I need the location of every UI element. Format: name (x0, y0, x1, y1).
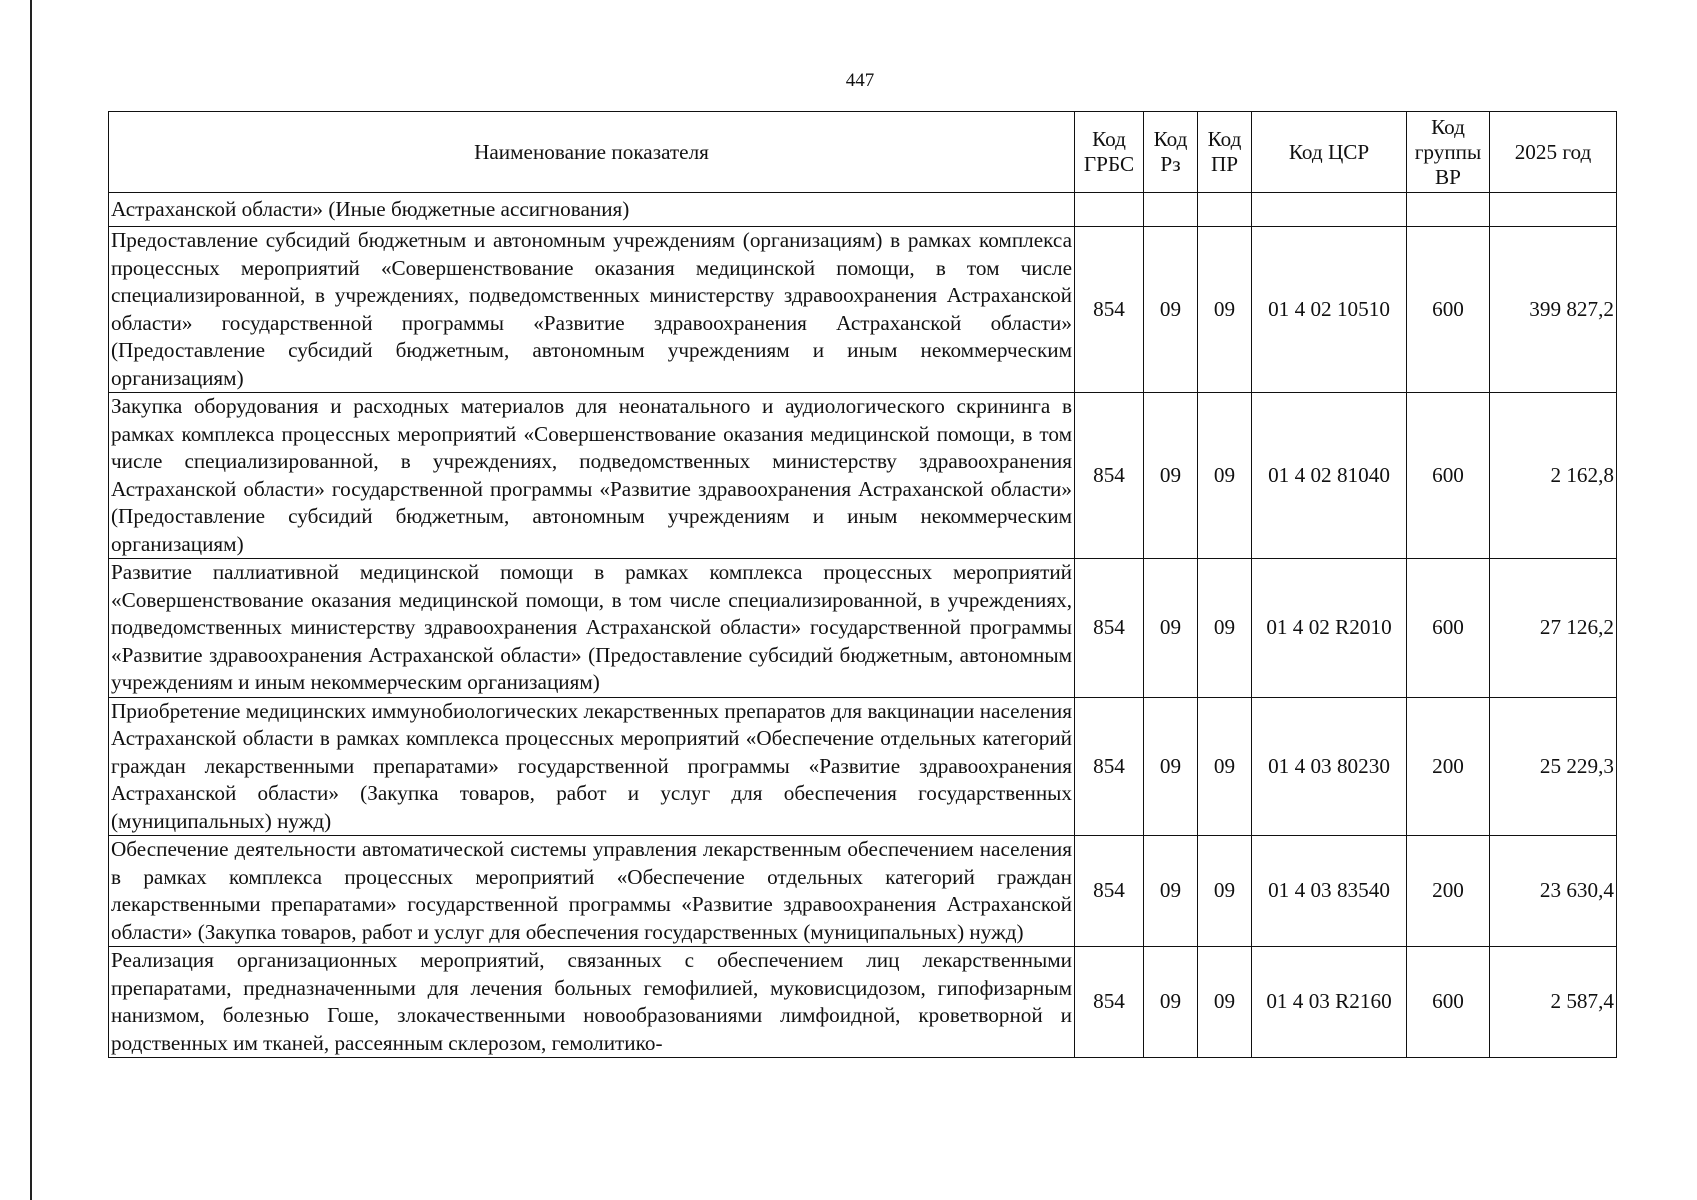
row-pr: 09 (1198, 393, 1252, 559)
table-row (109, 227, 1617, 393)
empty-cell (1490, 193, 1617, 227)
row-csr: 01 4 02 R2010 (1252, 559, 1407, 698)
row-csr: 01 4 02 10510 (1252, 227, 1407, 393)
row-pr: 09 (1198, 947, 1252, 1058)
row-grbs: 854 (1075, 559, 1144, 698)
row-name: Закупка оборудования и расходных материалов для неонатального и аудиологического скрининга в рамках комплекса процессных мероприятий «Совершенствование оказания медицинской помощи, в том числе специализированной, в учреждениях, подведомственных министерству здравоохранения Астраханской области» государственной программы «Развитие здравоохранения Астраханской области» (Предоставление субсидий бюджетным, автономным учреждениям и иным некоммерческим организациям) (109, 393, 1075, 559)
table-row-continuation (109, 193, 1617, 227)
row-pr: 09 (1198, 836, 1252, 947)
row-pr: 09 (1198, 697, 1252, 836)
table-row (109, 559, 1617, 698)
empty-cell (1198, 193, 1252, 227)
row-name: Предоставление субсидий бюджетным и автономным учреждениям (организациям) в рамках комплекса процессных мероприятий «Совершенствование оказания медицинской помощи, в том числе специализированной, в учреждениях, подведомственных министерству здравоохранения Астраханской области» государственной программы «Развитие здравоохранения Астраханской области» (Предоставление субсидий бюджетным, автономным учреждениям и иным некоммерческим организациям) (109, 227, 1075, 393)
row-vr: 600 (1407, 559, 1490, 698)
row-rz: 09 (1144, 559, 1198, 698)
row-amount: 25 229,3 (1490, 697, 1617, 836)
row-vr: 600 (1407, 947, 1490, 1058)
row-rz: 09 (1144, 393, 1198, 559)
empty-cell (1144, 193, 1198, 227)
empty-cell (1075, 193, 1144, 227)
table-row (109, 697, 1617, 836)
row-rz: 09 (1144, 836, 1198, 947)
row-vr: 600 (1407, 393, 1490, 559)
empty-cell (1407, 193, 1490, 227)
binding-margin-line (30, 0, 32, 1200)
header-pr: Код ПР (1198, 112, 1252, 193)
header-year: 2025 год (1490, 112, 1617, 193)
row-name: Обеспечение деятельности автоматической системы управления лекарственным обеспечением населения в рамках комплекса процессных мероприятий «Обеспечение отдельных категорий граждан лекарственными препаратами» государственной программы «Развитие здравоохранения Астраханской области» (Закупка товаров, работ и услуг для обеспечения государственных (муниципальных) нужд) (109, 836, 1075, 947)
row-vr: 200 (1407, 697, 1490, 836)
header-vr: Код группы ВР (1407, 112, 1490, 193)
budget-table (108, 111, 1617, 1058)
row-csr: 01 4 03 83540 (1252, 836, 1407, 947)
row-amount: 2 587,4 (1490, 947, 1617, 1058)
row-grbs: 854 (1075, 836, 1144, 947)
row-name: Развитие паллиативной медицинской помощи в рамках комплекса процессных мероприятий «Совершенствование оказания медицинской помощи, в том числе специализированной, в учреждениях, подведомственных министерству здравоохранения Астраханской области» государственной программы «Развитие здравоохранения Астраханской области» (Предоставление субсидий бюджетным, автономным учреждениям и иным некоммерческим организациям) (109, 559, 1075, 698)
row-name: Реализация организационных мероприятий, связанных с обеспечением лиц лекарственными препаратами, предназначенными для лечения больных гемофилией, муковисцидозом, гипофизарным нанизмом, болезнью Гоше, злокачественными новообразованиями лимфоидной, кроветворной и родственных им тканей, рассеянным склерозом, гемолитико- (109, 947, 1075, 1058)
row-rz: 09 (1144, 947, 1198, 1058)
row-amount: 2 162,8 (1490, 393, 1617, 559)
empty-cell (1252, 193, 1407, 227)
row-amount: 399 827,2 (1490, 227, 1617, 393)
row-name: Приобретение медицинских иммунобиологических лекарственных препаратов для вакцинации населения Астраханской области в рамках комплекса процессных мероприятий «Обеспечение отдельных категорий граждан лекарственными препаратами» государственной программы «Развитие здравоохранения Астраханской области» (Закупка товаров, работ и услуг для обеспечения государственных (муниципальных) нужд) (109, 697, 1075, 836)
row-pr: 09 (1198, 559, 1252, 698)
row-csr: 01 4 02 81040 (1252, 393, 1407, 559)
row-name: Астраханской области» (Иные бюджетные ассигнования) (109, 193, 1075, 227)
row-amount: 27 126,2 (1490, 559, 1617, 698)
header-name: Наименование показателя (109, 112, 1075, 193)
row-csr: 01 4 03 R2160 (1252, 947, 1407, 1058)
row-vr: 600 (1407, 227, 1490, 393)
header-rz: Код Рз (1144, 112, 1198, 193)
table-row (109, 947, 1617, 1058)
row-grbs: 854 (1075, 393, 1144, 559)
row-grbs: 854 (1075, 227, 1144, 393)
header-csr: Код ЦСР (1252, 112, 1407, 193)
table-header-row (109, 112, 1617, 193)
row-pr: 09 (1198, 227, 1252, 393)
row-rz: 09 (1144, 697, 1198, 836)
page-number: 447 (845, 70, 875, 91)
row-amount: 23 630,4 (1490, 836, 1617, 947)
row-grbs: 854 (1075, 947, 1144, 1058)
row-rz: 09 (1144, 227, 1198, 393)
table-row (109, 393, 1617, 559)
header-grbs: Код ГРБС (1075, 112, 1144, 193)
row-grbs: 854 (1075, 697, 1144, 836)
table-row (109, 836, 1617, 947)
row-vr: 200 (1407, 836, 1490, 947)
row-csr: 01 4 03 80230 (1252, 697, 1407, 836)
